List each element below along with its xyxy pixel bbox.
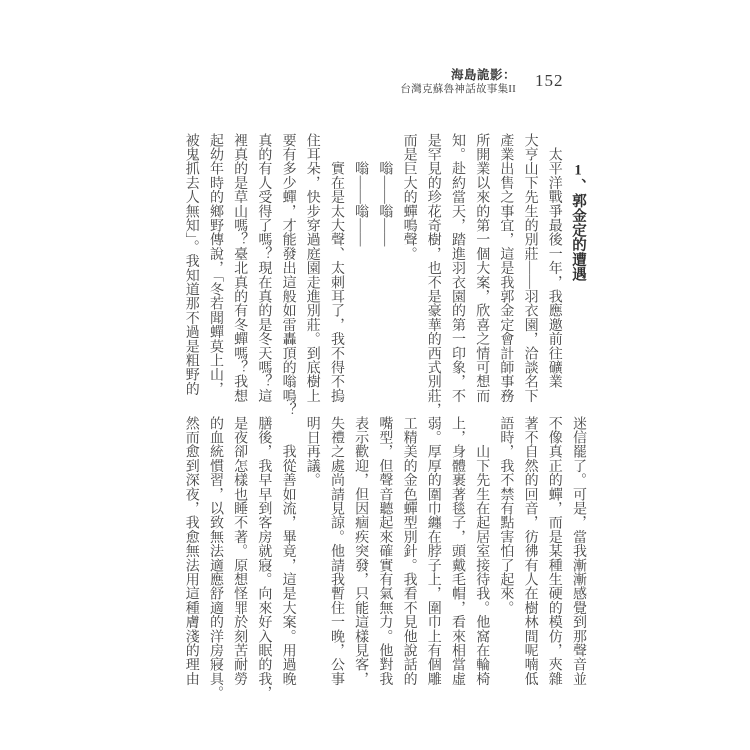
page-header <box>280 68 516 97</box>
text-column: 是罕見的珍花奇樹，也不是豪華的西式別莊， <box>425 133 441 417</box>
text-column: 的血統慣習，以致無法適應舒適的洋房寢具。 <box>207 416 223 700</box>
text-tier-top <box>179 133 590 417</box>
section-heading: 1、郭金定的遭遇 <box>570 133 586 282</box>
page-number: 152 <box>535 71 564 90</box>
text-column: 實在是太大聲、太刺耳了，我不得不摀 <box>328 133 344 403</box>
text-column: 著不自然的回音，彷彿有人在樹林間呢喃低 <box>522 416 538 686</box>
text-column: 所開業以來的第一個大案，欣喜之情可想而 <box>474 133 490 403</box>
text-column: 嘴型，但聲音聽起來確實有氣無力。他對我 <box>377 416 393 686</box>
text-tier-bottom <box>179 416 590 706</box>
text-column: 住耳朵，快步穿過庭園走進別莊。到底樹上 <box>304 133 320 403</box>
text-column: 我從善如流，畢竟，這是大案。用過晚 <box>280 416 296 686</box>
text-column: 迷信罷了。可是，當我漸漸感覺到那聲音並 <box>571 416 586 686</box>
text-column: 表示歡迎，但因痼疾突發，只能這樣見客， <box>353 416 369 686</box>
sound-line: 嗡——嗡—— <box>353 133 369 247</box>
text-column: 知。赴約當天，踏進羽衣園的第一印象，不 <box>449 133 465 403</box>
text-column: 被鬼抓去人無知」。我知道那不過是粗野的 <box>183 133 199 396</box>
text-column: 然而愈到深夜，我愈無法用這種膚淺的理由 <box>183 416 199 686</box>
text-column: 山下先生在起居室接待我。他窩在輪椅 <box>474 416 490 686</box>
text-column: 膳後，我早早到客房就寢。向來好入眠的我， <box>256 416 272 700</box>
text-column: 不像真正的蟬，而是某種生硬的模仿，夾雜 <box>546 416 562 686</box>
text-column: 明日再議。 <box>304 416 320 487</box>
text-column: 失禮之處尚請見諒。他請我暫住一晚，公事 <box>328 416 344 686</box>
text-column: 弱。厚厚的圍巾纏在脖子上，圍巾上有個雕 <box>425 416 441 686</box>
text-column: 大亨山下先生的別莊——羽衣園，洽談名下 <box>522 133 538 403</box>
text-column: 裡真的是草山嗎？臺北真的有冬蟬嗎？我想 <box>232 133 248 403</box>
text-column: 太平洋戰爭最後一年，我應邀前往礦業 <box>546 133 562 389</box>
text-column: 起幼年時的鄉野傳說，「冬若聞蟬莫上山， <box>207 133 223 396</box>
sound-line: 嗡——嗡—— <box>377 133 393 247</box>
text-column: 而是巨大的蟬鳴聲。 <box>401 133 417 261</box>
text-column: 上，身體裹著毯子，頭戴毛帽，看來相當虛 <box>449 416 465 686</box>
text-column: 真的有人受得了嗎？現在真的是冬天嗎？這 <box>256 133 272 403</box>
text-column: 是夜卻怎樣也睡不著。原想怪罪於刻苦耐勞 <box>232 416 248 686</box>
book-title: 海島詭影： <box>450 68 516 82</box>
text-column: 工精美的金色蟬型別針。我看不見他說話的 <box>401 416 417 686</box>
book-subtitle: 台灣克蘇魯神話故事集II <box>400 84 516 95</box>
text-column: 要有多少蟬，才能發出這般如雷轟頂的嗡鳴？ <box>280 133 296 417</box>
text-column: 產業出售之事宜，這是我郭金定會計師事務 <box>498 133 514 403</box>
text-column: 語時，我不禁有點害怕了起來。 <box>498 416 514 615</box>
